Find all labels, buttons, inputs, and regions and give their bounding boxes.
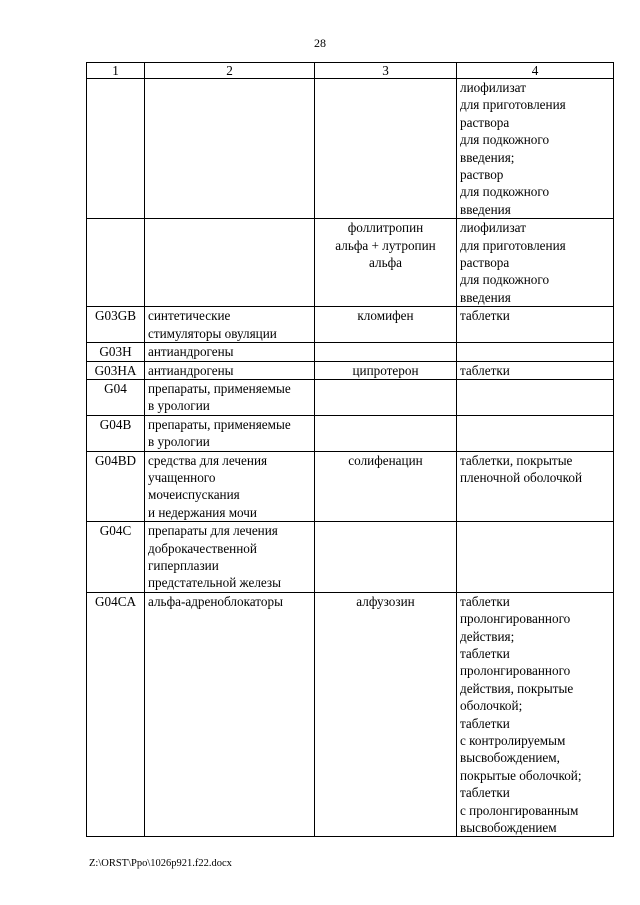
group-name: средства для лечения учащенного мочеиспускания и недержания мочи bbox=[148, 452, 268, 520]
group-name: препараты для лечения доброкачественной гиперплазии предстательной железы bbox=[148, 523, 282, 591]
atc-code-cell bbox=[87, 79, 145, 219]
atc-code: G03GB bbox=[94, 308, 137, 324]
dosage-form: лиофилизат для приготовления раствора для подкожного введения; раствор для подкожного введения bbox=[460, 80, 566, 217]
dosage-form: таблетки bbox=[460, 308, 510, 324]
group-cell bbox=[145, 361, 315, 379]
page-number: 28 bbox=[314, 36, 326, 50]
dosage-form-cell bbox=[457, 379, 614, 415]
group-cell bbox=[145, 379, 315, 415]
table-row bbox=[87, 307, 614, 343]
dosage-form-cell bbox=[457, 451, 614, 522]
dosage-form: лиофилизат для приготовления раствора для подкожного введения bbox=[460, 220, 566, 305]
substance-cell bbox=[315, 307, 457, 343]
dosage-form-cell bbox=[457, 522, 614, 593]
substance-cell bbox=[315, 415, 457, 451]
atc-code: G03HA bbox=[94, 362, 137, 378]
atc-code: G04C bbox=[99, 523, 132, 539]
atc-code-cell bbox=[87, 592, 145, 837]
atc-code-cell bbox=[87, 451, 145, 522]
group-cell bbox=[145, 79, 315, 219]
group-name: препараты, применяемые в урологии bbox=[148, 380, 291, 414]
atc-code: G04B bbox=[99, 416, 132, 432]
table-row bbox=[87, 451, 614, 522]
substance-cell bbox=[315, 379, 457, 415]
substance-cell bbox=[315, 451, 457, 522]
group-cell bbox=[145, 415, 315, 451]
drug-table bbox=[86, 62, 614, 837]
group-name: антиандрогены bbox=[148, 344, 234, 360]
dosage-form-cell bbox=[457, 79, 614, 219]
dosage-form: таблетки bbox=[460, 362, 510, 378]
substance-name: ципротерон bbox=[352, 362, 419, 378]
substance-name: кломифен bbox=[357, 308, 414, 324]
atc-code-cell bbox=[87, 219, 145, 307]
footer-file-path: Z:\ORST\Ppo\1026p921.f22.docx bbox=[89, 858, 232, 869]
substance-cell bbox=[315, 343, 457, 361]
header-col-4: 4 bbox=[457, 63, 614, 79]
dosage-form: таблетки, покрытые пленочной оболочкой bbox=[460, 452, 583, 485]
substance-cell bbox=[315, 592, 457, 837]
table-row bbox=[87, 522, 614, 593]
group-cell bbox=[145, 343, 315, 361]
dosage-form-cell bbox=[457, 307, 614, 343]
atc-code-cell bbox=[87, 307, 145, 343]
atc-code: G03H bbox=[99, 344, 132, 360]
substance-cell bbox=[315, 219, 457, 307]
atc-code: G04 bbox=[104, 380, 127, 396]
group-cell bbox=[145, 592, 315, 837]
substance-name: алфузозин bbox=[356, 593, 415, 609]
header-col-2: 2 bbox=[145, 63, 315, 79]
atc-code-cell bbox=[87, 522, 145, 593]
atc-code: G04CA bbox=[94, 593, 137, 609]
atc-code-cell bbox=[87, 343, 145, 361]
dosage-form-cell bbox=[457, 415, 614, 451]
table-row bbox=[87, 592, 614, 837]
substance-cell bbox=[315, 361, 457, 379]
group-cell bbox=[145, 307, 315, 343]
table-row bbox=[87, 219, 614, 307]
dosage-form-cell bbox=[457, 343, 614, 361]
substance-cell bbox=[315, 522, 457, 593]
table-row bbox=[87, 415, 614, 451]
atc-code-cell bbox=[87, 415, 145, 451]
group-name: синтетические стимуляторы овуляции bbox=[148, 308, 277, 341]
group-name: антиандрогены bbox=[148, 362, 234, 378]
substance-cell bbox=[315, 79, 457, 219]
dosage-form: таблетки пролонгированного действия; таблетки пролонгированного действия, покрытые оболочкой; таблетки с контролируемым высвобождением, покрытые оболочкой; таблетки с пролонгированным высвобождением bbox=[460, 593, 582, 836]
table-header-row bbox=[87, 63, 614, 79]
table-row bbox=[87, 79, 614, 219]
atc-code-cell bbox=[87, 379, 145, 415]
table-row bbox=[87, 379, 614, 415]
atc-code-cell bbox=[87, 361, 145, 379]
dosage-form-cell bbox=[457, 219, 614, 307]
table-row bbox=[87, 361, 614, 379]
group-cell bbox=[145, 522, 315, 593]
substance-name: солифенацин bbox=[348, 452, 423, 468]
group-name: альфа-адреноблокаторы bbox=[148, 593, 283, 609]
header-col-1: 1 bbox=[87, 63, 145, 79]
dosage-form-cell bbox=[457, 592, 614, 837]
table-row bbox=[87, 343, 614, 361]
group-cell bbox=[145, 219, 315, 307]
group-cell bbox=[145, 451, 315, 522]
group-name: препараты, применяемые в урологии bbox=[148, 416, 291, 450]
substance-name: фоллитропин альфа + лутропин альфа bbox=[335, 220, 436, 271]
atc-code: G04BD bbox=[94, 452, 137, 468]
dosage-form-cell bbox=[457, 361, 614, 379]
header-col-3: 3 bbox=[315, 63, 457, 79]
